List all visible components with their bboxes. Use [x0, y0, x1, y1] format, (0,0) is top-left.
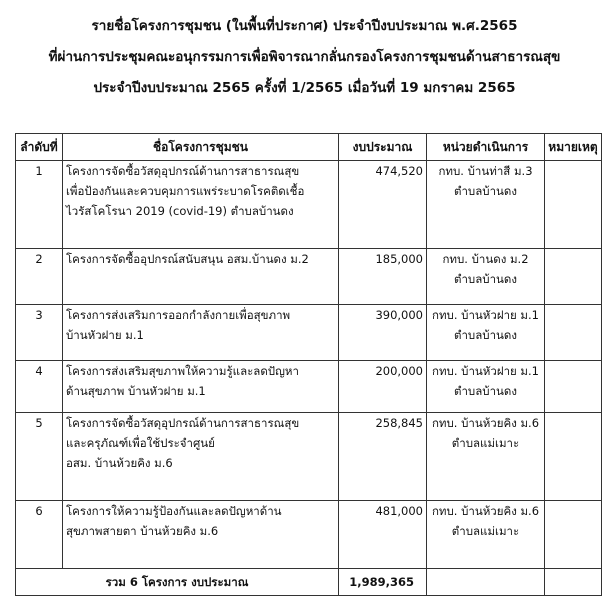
cell-no: 4 — [16, 361, 63, 413]
table-row — [16, 161, 602, 249]
cell-project-name — [63, 413, 339, 501]
column-header-no: ลำดับที่ — [16, 134, 63, 161]
cell-note — [545, 361, 602, 413]
unit-line: กทบ. บ้านหัวฝาย ม.1 — [432, 364, 539, 378]
cell-unit — [427, 413, 545, 501]
project-table — [15, 133, 602, 596]
unit-line: กทบ. บ้านหัวฝาย ม.1 — [432, 308, 539, 322]
table-row — [16, 361, 602, 413]
cell-budget: 474,520 — [339, 161, 427, 249]
project-name-line: โครงการจัดซื้อวัสดุอุปกรณ์ด้านการสาธารณสุข — [66, 164, 300, 178]
project-name-line: ไวรัสโคโรนา 2019 (covid-19) ตำบลบ้านดง — [66, 204, 294, 218]
unit-line: ตำบลบ้านดง — [454, 328, 517, 342]
project-name-line: อสม. บ้านห้วยคิง ม.6 — [66, 456, 173, 470]
cell-unit — [427, 361, 545, 413]
table-row — [16, 413, 602, 501]
project-name-line: ด้านสุขภาพ บ้านหัวฝาย ม.1 — [66, 384, 206, 398]
cell-project-name — [63, 501, 339, 569]
document-title-line-1: รายชื่อโครงการชุมชน (ในพื้นที่ประกาศ) ประจำปีงบประมาณ พ.ศ.2565 — [91, 18, 518, 34]
table-row — [16, 305, 602, 361]
document-title-line-3: ประจำปีงบประมาณ 2565 ครั้งที่ 1/2565 เมื่อวันที่ 19 มกราคม 2565 — [93, 80, 516, 96]
unit-line: ตำบลบ้านดง — [454, 384, 517, 398]
cell-unit — [427, 161, 545, 249]
total-budget: 1,989,365 — [339, 569, 427, 596]
total-label: รวม 6 โครงการ งบประมาณ — [16, 569, 339, 596]
cell-no: 2 — [16, 249, 63, 305]
column-header-unit: หน่วยดำเนินการ — [427, 134, 545, 161]
unit-line: ตำบลบ้านดง — [454, 272, 517, 286]
column-header-name: ชื่อโครงการชุมชน — [63, 134, 339, 161]
project-name-line: สุขภาพสายตา บ้านห้วยคิง ม.6 — [66, 524, 219, 538]
project-name-line: โครงการส่งเสริมการออกกำลังกายเพื่อสุขภาพ — [66, 308, 291, 322]
table-row — [16, 249, 602, 305]
cell-note — [545, 413, 602, 501]
table-header-row — [16, 134, 602, 161]
cell-no: 6 — [16, 501, 63, 569]
column-header-budget: งบประมาณ — [339, 134, 427, 161]
cell-unit — [427, 305, 545, 361]
document-title-line-2: ที่ผ่านการประชุมคณะอนุกรรมการเพื่อพิจารณากลั่นกรองโครงการชุมชนด้านสาธารณสุข — [48, 49, 561, 65]
unit-line: กทบ. บ้านห้วยคิง ม.6 — [431, 416, 540, 430]
cell-project-name — [63, 361, 339, 413]
cell-project-name — [63, 161, 339, 249]
project-name-line: โครงการจัดซื้อวัสดุอุปกรณ์ด้านการสาธารณสุข — [66, 416, 300, 430]
cell-budget: 258,845 — [339, 413, 427, 501]
cell-budget: 481,000 — [339, 501, 427, 569]
unit-line: ตำบลแม่เมาะ — [451, 524, 520, 538]
cell-note — [545, 249, 602, 305]
cell-project-name — [63, 305, 339, 361]
unit-line: กทบ. บ้านห้วยคิง ม.6 — [431, 504, 540, 518]
project-name-line: โครงการให้ความรู้ป้องกันและลดปัญหาด้าน — [66, 504, 282, 518]
cell-note — [545, 501, 602, 569]
cell-unit — [427, 501, 545, 569]
cell-project-name — [63, 249, 339, 305]
cell-no: 3 — [16, 305, 63, 361]
cell-no: 5 — [16, 413, 63, 501]
project-name-line: บ้านหัวฝาย ม.1 — [66, 328, 144, 342]
cell-no: 1 — [16, 161, 63, 249]
unit-line: กทบ. บ้านท่าสี ม.3 — [438, 164, 533, 178]
unit-line: ตำบลแม่เมาะ — [451, 436, 520, 450]
project-name-line: โครงการส่งเสริมสุขภาพให้ความรู้และลดปัญหา — [66, 364, 299, 378]
cell-note — [545, 161, 602, 249]
cell-note — [545, 305, 602, 361]
project-name-line: โครงการจัดซื้ออุปกรณ์สนับสนุน อสม.บ้านดง ม.2 — [66, 252, 309, 266]
column-header-note: หมายเหตุ — [545, 134, 602, 161]
cell-unit — [427, 249, 545, 305]
cell-budget: 200,000 — [339, 361, 427, 413]
unit-line: ตำบลบ้านดง — [454, 184, 517, 198]
project-name-line: เพื่อป้องกันและควบคุมการแพร่ระบาดโรคติดเชื้อ — [66, 184, 305, 198]
unit-line: กทบ. บ้านดง ม.2 — [442, 252, 529, 266]
table-total-row — [16, 569, 602, 596]
table-row — [16, 501, 602, 569]
total-note-empty — [545, 569, 602, 596]
cell-budget: 185,000 — [339, 249, 427, 305]
project-name-line: และครุภัณฑ์เพื่อใช้ประจำศูนย์ — [66, 436, 215, 450]
cell-budget: 390,000 — [339, 305, 427, 361]
total-unit-empty — [427, 569, 545, 596]
